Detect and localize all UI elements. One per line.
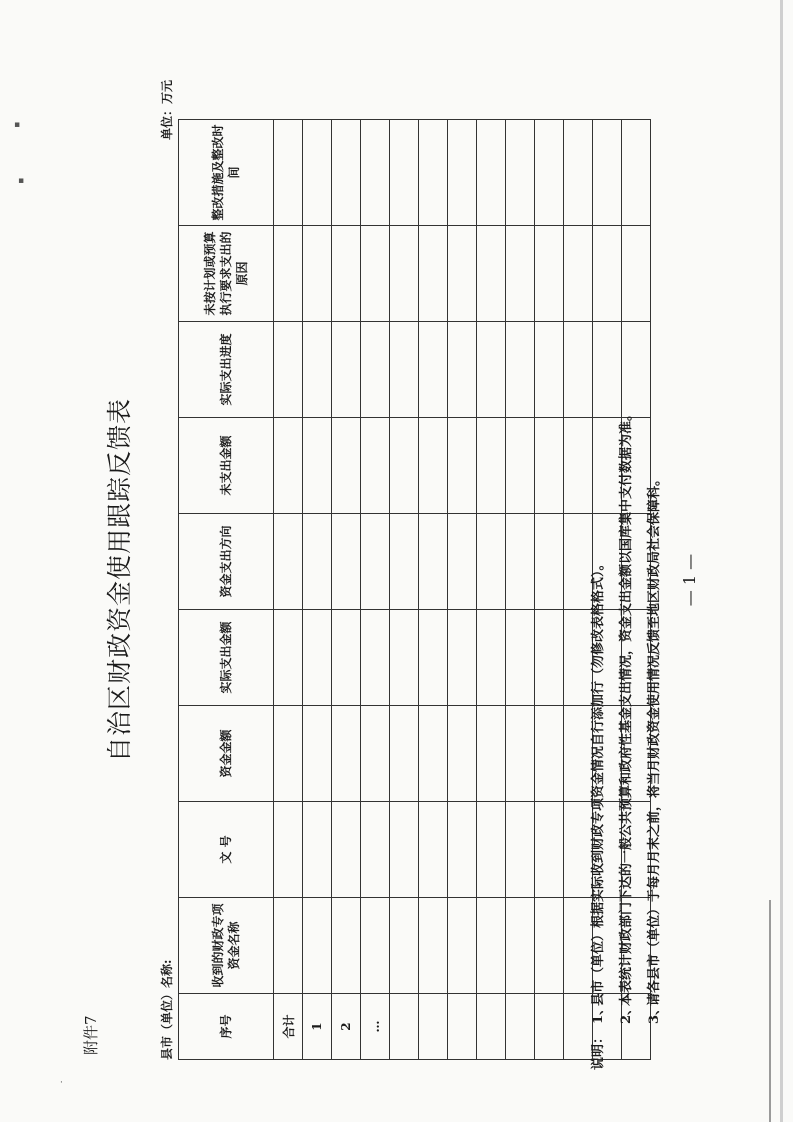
table-row [303,120,332,1060]
row-label-cell: … [361,994,390,1060]
table-cell [477,706,506,802]
table-cell [419,120,448,226]
note-line [585,408,613,1070]
table-cell [303,120,332,226]
table-row [506,120,535,1060]
table-cell [477,120,506,226]
table-row [448,120,477,1060]
table-cell [361,120,390,226]
table-cell [274,226,303,322]
table-cell [361,898,390,994]
table-cell [303,322,332,418]
table-cell [622,120,651,226]
table-cell [506,120,535,226]
table-cell [303,898,332,994]
table-cell [593,226,622,322]
table-cell [390,120,419,226]
scan-speck: ▪ [14,120,21,130]
table-cell [274,898,303,994]
table-cell [303,706,332,802]
table-cell [564,120,593,226]
table-cell [390,514,419,610]
table-cell [274,802,303,898]
table-row [535,120,564,1060]
column-header: 未按计划或预算执行要求支出的原因 [179,226,274,322]
notes-section [585,408,669,1070]
row-label-cell: 合计 [274,994,303,1060]
table-cell [477,514,506,610]
table-header-row [179,120,274,1060]
table-cell [332,418,361,514]
note-text: 请各县市（单位）于每月月末之前，将当月财政资金使用情况反馈至地区财政局社会保障科。 [647,472,662,1006]
table-cell [477,898,506,994]
column-header: 未支出金额 [179,418,274,514]
column-header: 实际支出进度 [179,322,274,418]
table-cell [506,514,535,610]
table-cell [390,802,419,898]
column-header: 实际支出金额 [179,610,274,706]
table-cell [622,322,651,418]
row-label-cell: 2 [332,994,361,1060]
table-cell [419,514,448,610]
table-cell [448,514,477,610]
table-cell [390,898,419,994]
table-cell [361,610,390,706]
table-cell [303,418,332,514]
table-cell [477,322,506,418]
table-cell [361,706,390,802]
note-number: 2、 [619,1001,634,1024]
table-cell [448,610,477,706]
table-row [332,120,361,1060]
table-cell [303,802,332,898]
table-cell [390,610,419,706]
table-cell [303,610,332,706]
table-cell [390,226,419,322]
row-label-cell [419,994,448,1060]
row-label-cell [390,994,419,1060]
table-cell [535,802,564,898]
table-cell [274,514,303,610]
county-name-label [158,960,175,1060]
rotated-sheet [80,80,700,1070]
feedback-table [178,119,651,1060]
table-cell [332,120,361,226]
table-cell [448,322,477,418]
table-cell [535,706,564,802]
scan-speck: ▪ [18,176,25,186]
scan-edge-line [780,0,783,1122]
table-cell [448,706,477,802]
note-text: 县市（单位）根据实际收到财政专项资金情况自行添加行（勿修改表格格式）。 [591,557,606,1006]
column-header: 整改措施及整改时间 [179,120,274,226]
table-cell [506,418,535,514]
column-header: 资金支出方向 [179,514,274,610]
table-cell [274,322,303,418]
row-label-cell [535,994,564,1060]
table-cell [477,802,506,898]
table-cell [535,418,564,514]
table-cell [303,514,332,610]
table-row [477,120,506,1060]
table-cell [477,226,506,322]
note-text: 本表统计财政部门下达的一般公共预算和政府性基金支出情况，资金支出金额以国库集中支付数据为准。 [619,407,634,1006]
table-cell [564,226,593,322]
table-cell [506,322,535,418]
table-cell [332,226,361,322]
table-cell [361,322,390,418]
unit-label: 单位：万元 [160,80,174,141]
table-cell [419,322,448,418]
column-header: 收到的财政专项资金名称 [179,898,274,994]
table-cell [332,514,361,610]
table-cell [419,898,448,994]
table-cell [390,322,419,418]
table-cell [593,322,622,418]
table-cell [274,610,303,706]
table-cell [593,120,622,226]
scan-edge-shadow [769,900,771,1122]
table-cell [361,802,390,898]
table-cell [274,706,303,802]
table-cell [448,418,477,514]
table-cell [303,226,332,322]
table-cell [448,802,477,898]
table-cell [332,610,361,706]
table-cell [419,226,448,322]
page-title: 自治区财政资金使用跟踪反馈表 [105,398,134,763]
county-label-colon: : [160,959,174,964]
row-label-cell: 1 [303,994,332,1060]
table-cell [477,610,506,706]
table-cell [390,706,419,802]
table-cell [274,120,303,226]
table-cell [564,322,593,418]
table-cell [535,226,564,322]
table-cell [332,802,361,898]
table-cell [535,322,564,418]
notes-prefix: 说明： [591,1030,606,1070]
table-cell [535,898,564,994]
table-cell [535,610,564,706]
note-line [641,408,669,1070]
county-label-text: 县市（单位）名称 [160,963,174,1060]
table-row [274,120,303,1060]
table-row [390,120,419,1060]
table-cell [448,120,477,226]
table-cell [332,898,361,994]
table-cell [419,706,448,802]
table-cell [506,226,535,322]
note-number: 1、 [591,1001,606,1024]
table-row [361,120,390,1060]
column-header: 文 号 [179,802,274,898]
table-cell [390,418,419,514]
table-cell [361,226,390,322]
row-label-cell [448,994,477,1060]
table-cell [361,514,390,610]
table-cell [332,706,361,802]
row-label-cell [477,994,506,1060]
attachment-label: 附件7 [82,1015,100,1055]
table-cell [448,898,477,994]
table-cell [332,322,361,418]
table-cell [361,418,390,514]
table-cell [506,610,535,706]
row-label-cell [506,994,535,1060]
column-header: 序号 [179,994,274,1060]
table-cell [535,514,564,610]
table-cell [506,898,535,994]
table-cell [419,418,448,514]
table-cell [419,802,448,898]
column-header: 资金金额 [179,706,274,802]
table-cell [274,418,303,514]
table-row [419,120,448,1060]
note-line [613,408,641,1070]
table-cell [622,226,651,322]
table-cell [419,610,448,706]
table-cell [448,226,477,322]
table-cell [506,802,535,898]
note-number: 3、 [647,1001,662,1024]
table-cell [506,706,535,802]
page-number: — 1 — [680,553,699,607]
scan-speck: · [60,1078,63,1088]
table-cell [477,418,506,514]
table-cell [535,120,564,226]
